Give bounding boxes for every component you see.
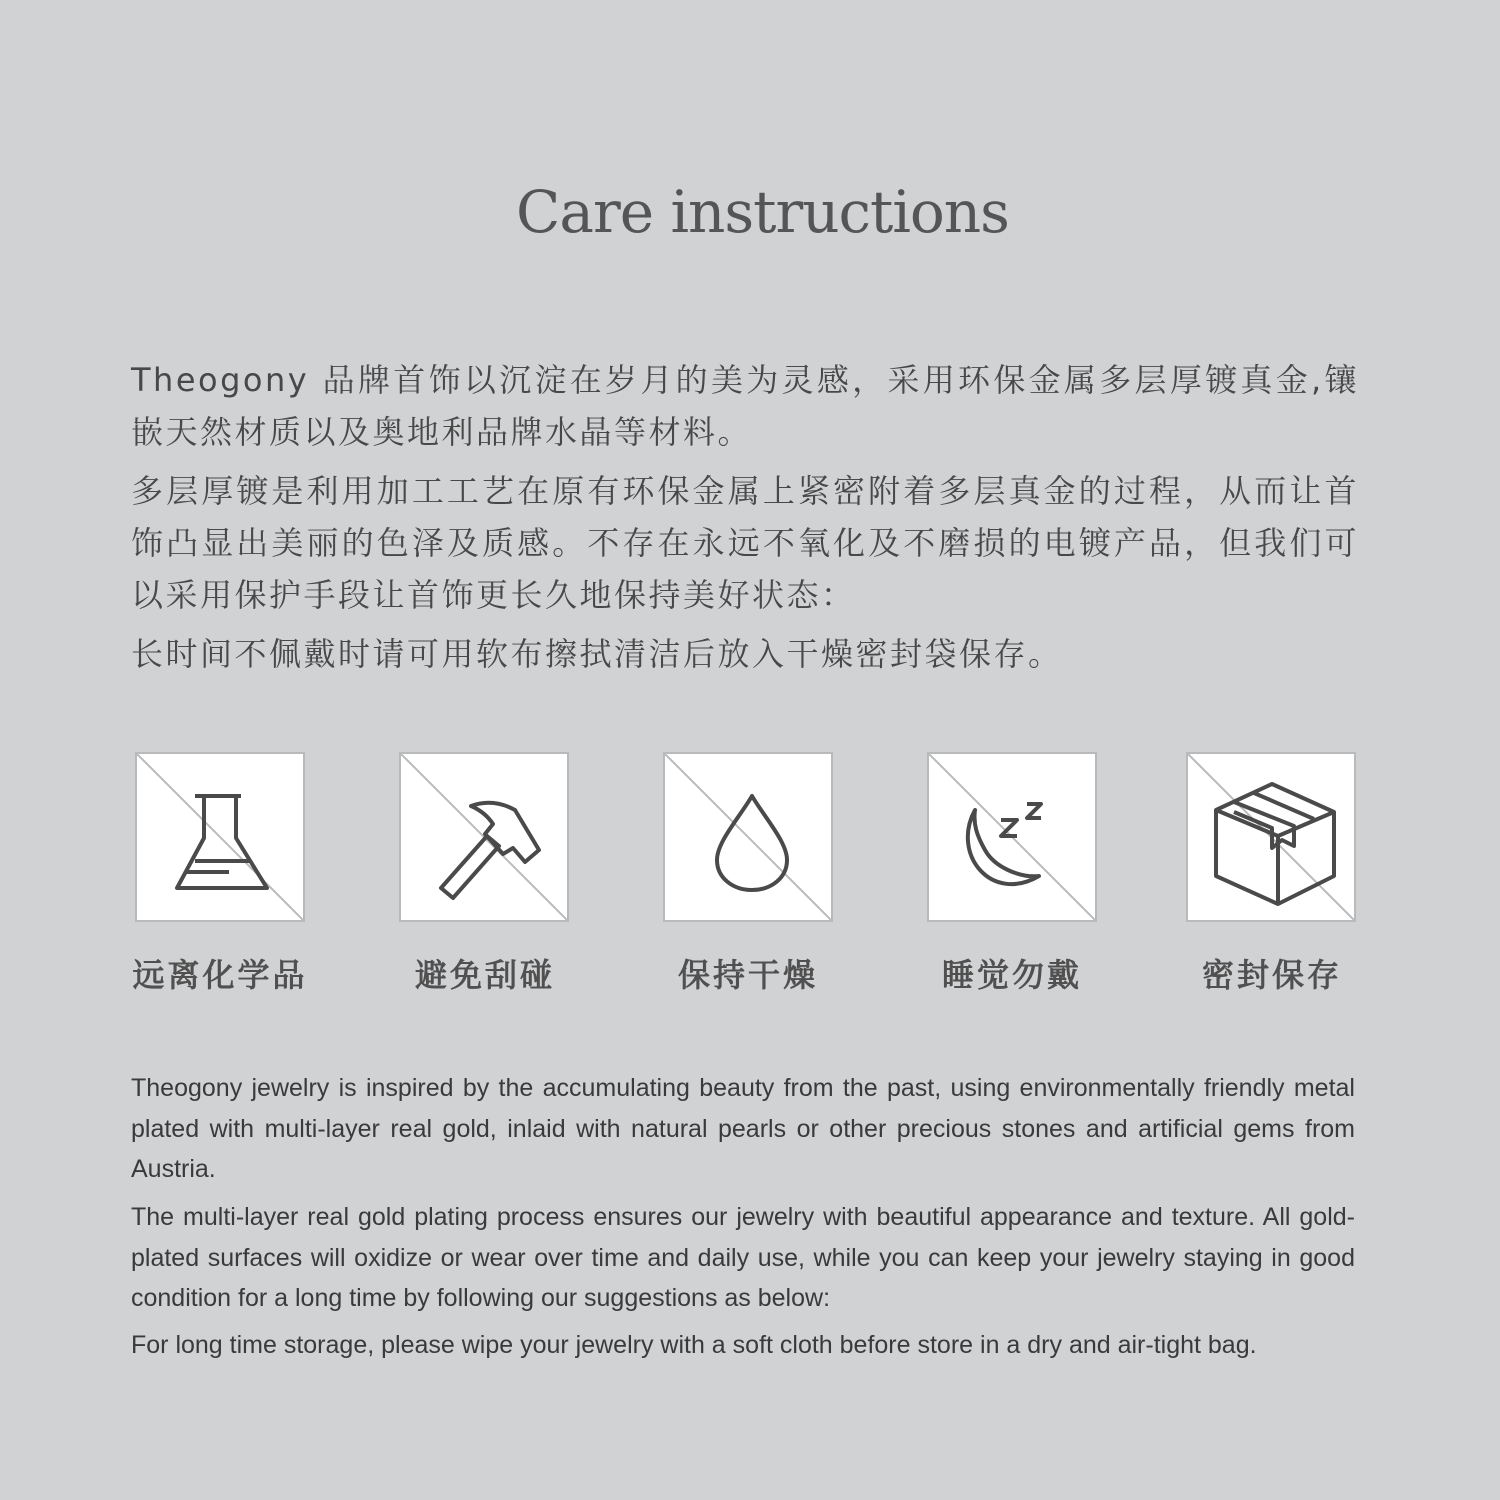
sleep-warning-box	[927, 752, 1097, 922]
water-drop-icon	[665, 754, 833, 922]
moon-sleep-icon	[929, 754, 1097, 922]
icon-label-impact: 避免刮碰	[414, 956, 555, 994]
page-title: Care instructions	[516, 178, 1009, 246]
icon-label-storage: 密封保存	[1201, 956, 1342, 994]
icon-label-moisture: 保持干燥	[677, 956, 818, 994]
impact-warning-box	[399, 752, 569, 922]
icon-label-chemicals: 远离化学品	[132, 956, 308, 994]
chinese-paragraph-process: 多层厚镀是利用加工工艺在原有环保金属上紧密附着多层真金的过程，从而让首饰凸显出美丽的色泽及质感。不存在永远不氧化及不磨损的电镀产品，但我们可以采用保护手段让首饰更长久地保持美好状态：	[131, 472, 1359, 614]
storage-box	[1186, 752, 1356, 922]
english-paragraph-storage: For long time storage, please wipe your jewelry with a soft cloth before store in a dry and air-tight bag.	[131, 1331, 1257, 1359]
chinese-paragraph-storage: 长时间不佩戴时请可用软布擦拭清洁后放入干燥密封袋保存。	[131, 635, 1063, 673]
icon-label-sleep: 睡觉勿戴	[941, 956, 1082, 994]
chinese-paragraph-intro: Theogony 品牌首饰以沉淀在岁月的美为灵感，采用环保金属多层厚镀真金,镶嵌天然材质以及奥地利品牌水晶等材料。	[131, 361, 1359, 451]
hammer-icon	[401, 754, 569, 922]
chemicals-warning-box	[135, 752, 305, 922]
moisture-warning-box	[663, 752, 833, 922]
english-paragraph-process: The multi-layer real gold plating process ensures our jewelry with beautiful appearance and texture. All gold-plated surfaces will oxidize or wear over time and daily use, while you can keep your jewelry staying in good condition for a long time by following our suggestions as below:	[131, 1203, 1355, 1312]
box-icon	[1188, 754, 1356, 922]
english-paragraph-intro: Theogony jewelry is inspired by the accumulating beauty from the past, using environmentally friendly metal plated with multi-layer real gold, inlaid with natural pearls or other precious stones and artificial gems from Austria.	[131, 1074, 1355, 1183]
flask-icon	[137, 754, 305, 922]
